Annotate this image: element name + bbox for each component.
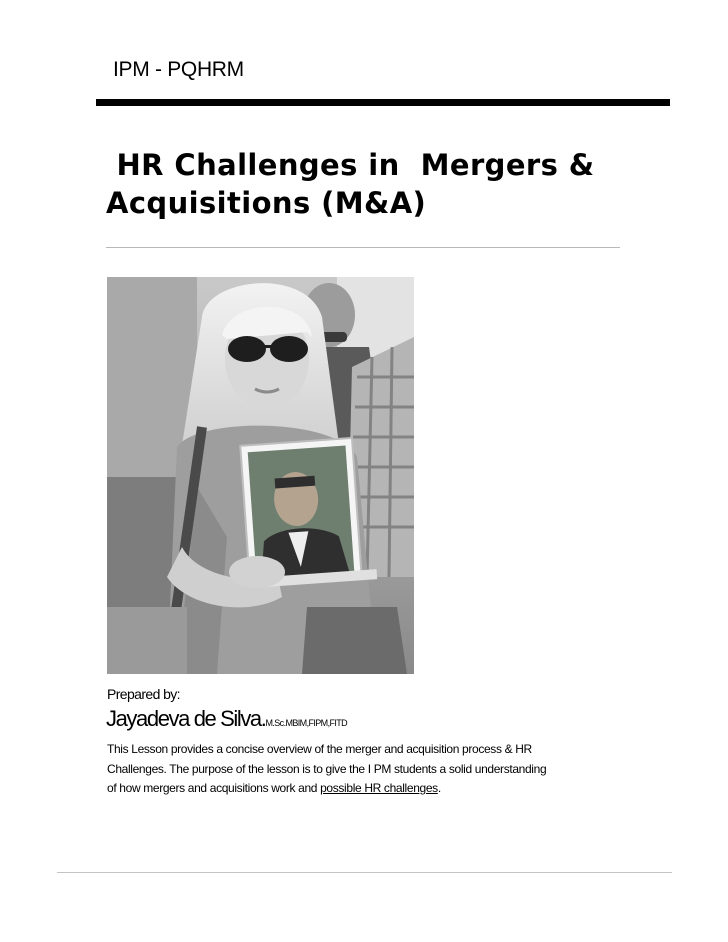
title-line-1: HR Challenges in Mergers & [106,148,595,182]
description-line-3-prefix: of how mergers and acquisitions work and [107,781,321,795]
author-credentials: M.Sc.MBIM,FIPM,FITD [265,718,348,728]
header-rule [96,99,670,106]
author-line [106,706,347,732]
hr-challenges-link[interactable]: possible HR challenges [320,781,438,795]
prepared-by-label: Prepared by: [107,686,180,702]
title-divider [106,247,620,248]
footer-rule [57,872,672,873]
author-name: Jayadeva de Silva. [106,706,266,731]
document-title [106,146,666,222]
description-line-3 [107,779,627,799]
description-line-1: This Lesson provides a concise overview of the merger and acquisition process & HR [107,742,532,756]
cover-photo [107,277,414,674]
header-text: IPM - PQHRM [113,58,244,81]
description-line-3-suffix: . [437,781,441,795]
lesson-description [107,740,627,799]
title-line-2: Acquisitions (M&A) [106,186,427,220]
description-line-2: Challenges. The purpose of the lesson is to give the I PM students a solid understanding [107,761,547,776]
